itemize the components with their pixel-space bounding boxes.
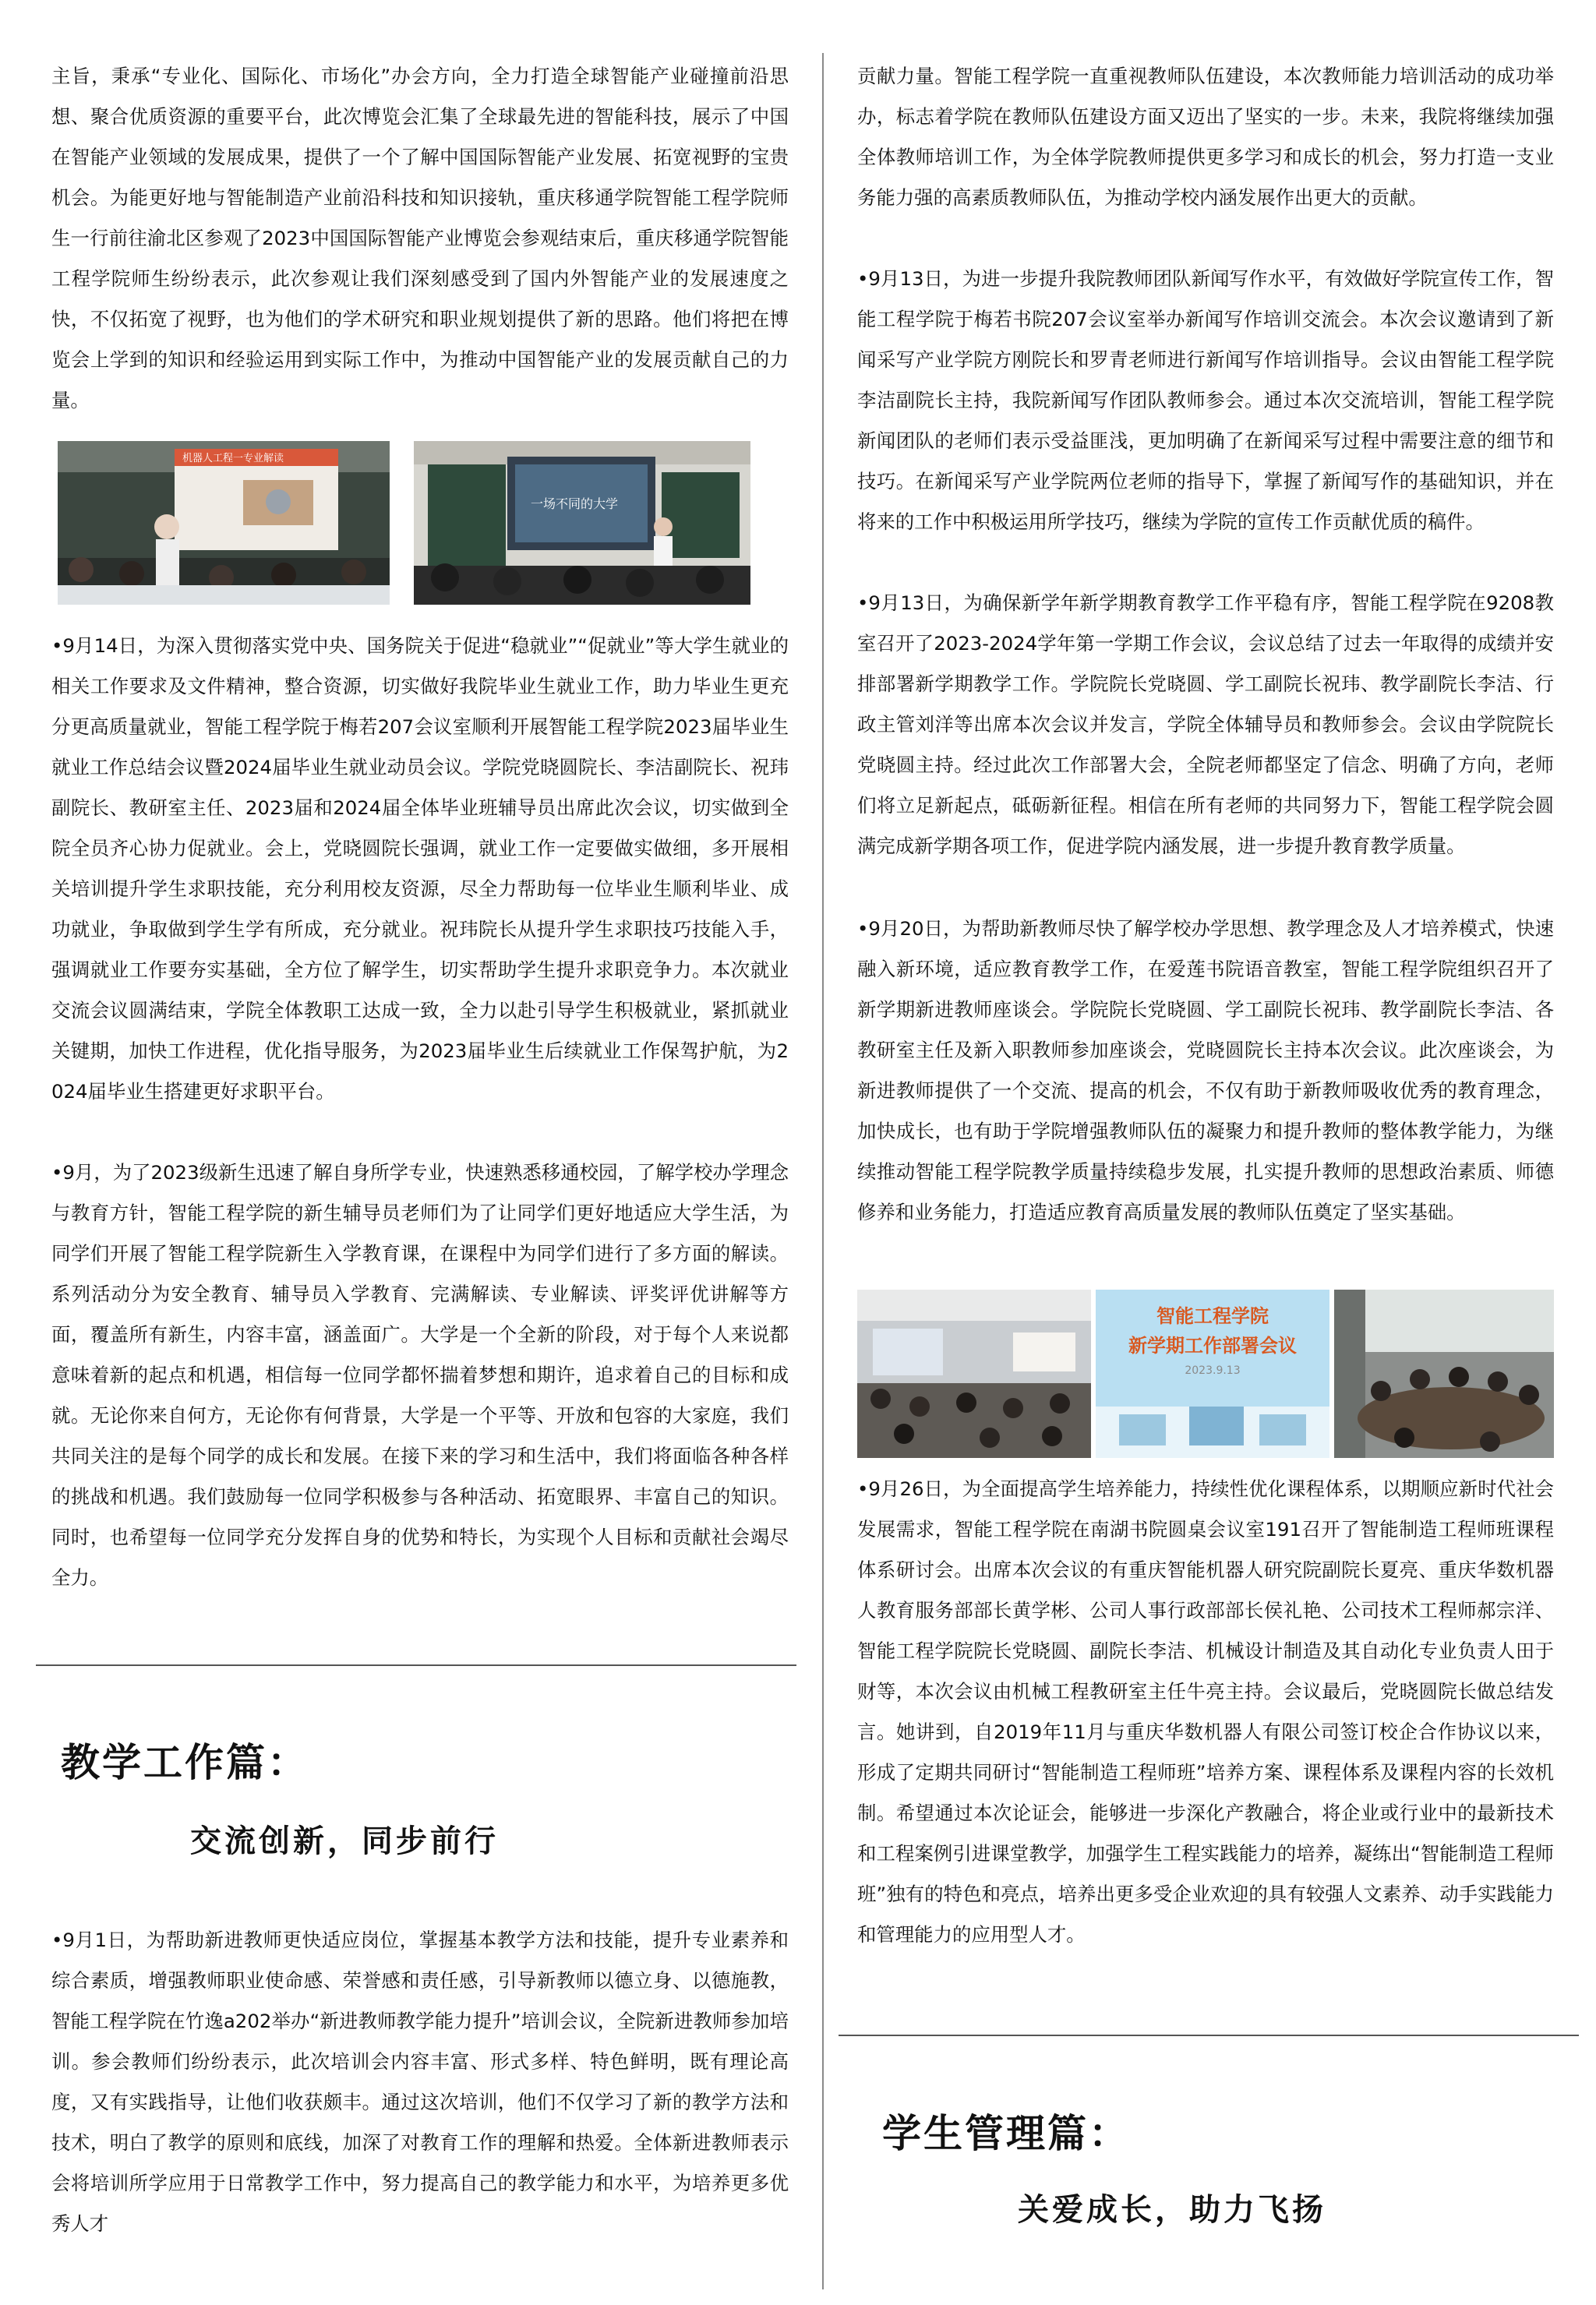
paragraph-employment: •9月14日，为深入贯彻落实党中央、国务院关于促进“稳就业”“促就业”等大学生就业的相关工作要求及文件精神，整合资源，切实做好我院毕业生就业工作，助力毕业生更充分更高质量就业，智能工程学院于梅若207会议室顺利开展智能工程学院2023届毕业生就业工作总结会议暨2024届毕业生就业动员会议。学院党晓圆院长、李洁副院长、祝玮副院长、教研室主任、2023届和2024届全体毕业班辅导员出席此次会议，切实做到全院全员齐心协力促就业。会上，党晓圆院长强调，就业工作一定要做实做细，多开展相关培训提升学生求职技能，充分利用校友资源，尽全力帮助每一位毕业生顺利毕业、成功就业，争取做到学生学有所成，充分就业。祝玮院长从提升学生求职技巧技能入手，强调就业工作要夯实基础，全方位了解学生，切实帮助学生提升求职竞争力。本次就业交流会议圆满结束，学院全体教职工达成一致，全力以赴引导学生积极就业，紧抓就业关键期，加快工作进程，优化指导服务，为2023届毕业生后续就业工作保驾护航，为2024届毕业生搭建更好求职平台。 [51, 634, 789, 1103]
photo-roundtable [1334, 1290, 1554, 1458]
section-rule [839, 2035, 1579, 2036]
paragraph-new-teachers: •9月1日，为帮助新进教师更快适应岗位，掌握基本教学方法和技能，提升专业素养和综合素质，增强教师职业使命感、荣誉感和责任感，引导新教师以德立身、以德施教，智能工程学院在竹逸a202举办“新进教师教学能力提升”培训会议，全院新进教师参加培训。参会教师们纷纷表示，此次培训会内容丰富、形式多样、特色鲜明，既有理论高度，又有实践指导，让他们收获颇丰。通过这次培训，他们不仅学习了新的教学方法和技术，明白了教学的原则和底线，加深了对教育工作的理解和热爱。全体新进教师表示会将培训所学应用于日常教学工作中，努力提高自己的教学能力和水平，为培养更多优秀人才 [51, 1929, 789, 2235]
section-rule [36, 1664, 796, 1666]
paragraph-expo: 主旨，秉承“专业化、国际化、市场化”办会方向，全力打造全球智能产业碰撞前沿思想、聚合优质资源的重要平台，此次博览会汇集了全球最先进的智能科技，展示了中国在智能产业领域的发展成果，提供了一个了解中国国际智能产业发展、拓宽视野的宝贵机会。为能更好地与智能制造产业前沿科技和知识接轨，重庆移通学院智能工程学院师生一行前往渝北区参观了2023中国国际智能产业博览会参观结束后，重庆移通学院智能工程学院师生纷纷表示，此次参观让我们深刻感受到了国内外智能产业的发展速度之快，不仅拓宽了视野，也为他们的学术研究和职业规划提供了新的思路。他们将把在博览会上学到的知识和经验运用到实际工作中，为推动中国智能产业的发展贡献自己的力量。 [51, 65, 789, 411]
banner-title: 智能工程学院 [1156, 1305, 1269, 1327]
photo-major-intro [58, 441, 390, 605]
photo-orientation-class [414, 441, 750, 605]
banner-date: 2023.9.13 [1185, 1364, 1241, 1377]
paragraph-teacher-forum: •9月20日，为帮助新教师尽快了解学校办学思想、教学理念及人才培养模式，快速融入新环境，适应教育教学工作，在爱莲书院语音教室，智能工程学院组织召开了新学期新进教师座谈会。学院院长党晓圆、学工副院长祝玮、教学副院长李洁、各教研室主任及新入职教师参加座谈会，党晓圆院长主持本次会议。此次座谈会，为新进教师提供了一个交流、提高的机会，不仅有助于新教师吸收优秀的教育理念，加快成长，也有助于学院增强教师队伍的凝聚力和提升教师的整体教学能力，为继续推动智能工程学院教学质量持续稳步发展，扎实提升教师的思想政治素质、师德修养和业务能力，打造适应教育高质量发展的教师队伍奠定了坚实基础。 [857, 917, 1554, 1223]
photo-meeting-room [857, 1290, 1091, 1458]
slide-text: 一场不同的大学 [531, 496, 619, 511]
column-divider [822, 53, 824, 2289]
paragraph-news-writing: •9月13日，为进一步提升我院教师团队新闻写作水平，有效做好学院宣传工作，智能工程学院于梅若书院207会议室举办新闻写作培训交流会。本次会议邀请到了新闻采写产业学院方刚院长和罗青老师进行新闻写作培训指导。会议由智能工程学院李洁副院长主持，我院新闻写作团队教师参会。通过本次交流培训，智能工程学院新闻团队的老师们表示受益匪浅，更加明确了在新闻采写过程中需要注意的细节和技巧。在新闻采写产业学院两位老师的指导下，掌握了新闻写作的基础知识，并在将来的工作中积极运用所学技巧，继续为学院的宣传工作贡献优质的稿件。 [857, 267, 1554, 533]
section-subtitle-students: 关爱成长，助力飞扬 [1018, 2192, 1326, 2228]
section-subtitle-teaching: 交流创新，同步前行 [190, 1823, 499, 1859]
banner-subtitle: 新学期工作部署会议 [1128, 1335, 1297, 1357]
paragraph-freshmen: •9月，为了2023级新生迅速了解自身所学专业，快速熟悉移通校园，了解学校办学理念与教育方针，智能工程学院的新生辅导员老师们为了让同学们更好地适应大学生活，为同学们开展了智能工程学院新生入学教育课，在课程中为同学们进行了多方面的解读。系列活动分为安全教育、辅导员入学教育、完满解读、专业解读、评奖评优讲解等方面，覆盖所有新生，内容丰富，涵盖面广。大学是一个全新的阶段，对于每个人来说都意味着新的起点和机遇，相信每一位同学都怀揣着梦想和期许，追求着自己的目标和成就。无论你来自何方，无论你有何背景，大学是一个平等、开放和包容的大家庭，我们共同关注的是每个同学的成长和发展。在接下来的学习和生活中，我们将面临各种各样的挑战和机遇。我们鼓励每一位同学积极参与各种活动、拓宽眼界、丰富自己的知识。同时，也希望每一位同学充分发挥自身的优势和特长，为实现个人目标和贡献社会竭尽全力。 [51, 1161, 789, 1589]
paragraph-semester-meeting: •9月13日，为确保新学年新学期教育教学工作平稳有序，智能工程学院在9208教室召开了2023-2024学年第一学期工作会议，会议总结了过去一年取得的成绩并安排部署新学期教学工作。学院院长党晓圆、学工副院长祝玮、教学副院长李洁、行政主管刘洋等出席本次会议并发言，学院全体辅导员和教师参会。会议由学院院长党晓圆主持。经过此次工作部署大会，全院老师都坚定了信念、明确了方向，老师们将立足新起点，砥砺新征程。相信在所有老师的共同努力下，智能工程学院会圆满完成新学期各项工作，促进学院内涵发展，进一步提升教育教学质量。 [857, 591, 1554, 857]
slide-text: 机器人工程一专业解读 [182, 453, 284, 464]
photo-meeting-banner [1096, 1290, 1329, 1458]
section-title-teaching: 教学工作篇： [61, 1740, 309, 1785]
paragraph-training-continued: 贡献力量。智能工程学院一直重视教师队伍建设，本次教师能力培训活动的成功举办，标志着学院在教师队伍建设方面又迈出了坚实的一步。未来，我院将继续加强全体教师培训工作，为全体学院教师提供更多学习和成长的机会，努力打造一支业务能力强的高素质教师队伍，为推动学校内涵发展作出更大的贡献。 [857, 65, 1554, 209]
section-title-students: 学生管理篇： [882, 2111, 1130, 2156]
paragraph-curriculum: •9月26日，为全面提高学生培养能力，持续性优化课程体系，以期顺应新时代社会发展需求，智能工程学院在南湖书院圆桌会议室191召开了智能制造工程师班课程体系研讨会。出席本次会议的有重庆智能机器人研究院副院长夏亮、重庆华数机器人教育服务部部长黄学彬、公司人事行政部部长侯礼艳、公司技术工程师郝宗洋、智能工程学院院长党晓圆、副院长李洁、机械设计制造及其自动化专业负责人田于财等，本次会议由机械工程教研室主任牛亮主持。会议最后，党晓圆院长做总结发言。她讲到，自2019年11月与重庆华数机器人有限公司签订校企合作协议以来，形成了定期共同研讨“智能制造工程师班”培养方案、课程体系及课程内容的长效机制。希望通过本次论证会，能够进一步深化产教融合，将企业或行业中的最新技术和工程案例引进课堂教学，加强学生工程实践能力的培养，凝练出“智能制造工程师班”独有的特色和亮点，培养出更多受企业欢迎的具有较强人文素养、动手实践能力和管理能力的应用型人才。 [857, 1477, 1554, 1946]
